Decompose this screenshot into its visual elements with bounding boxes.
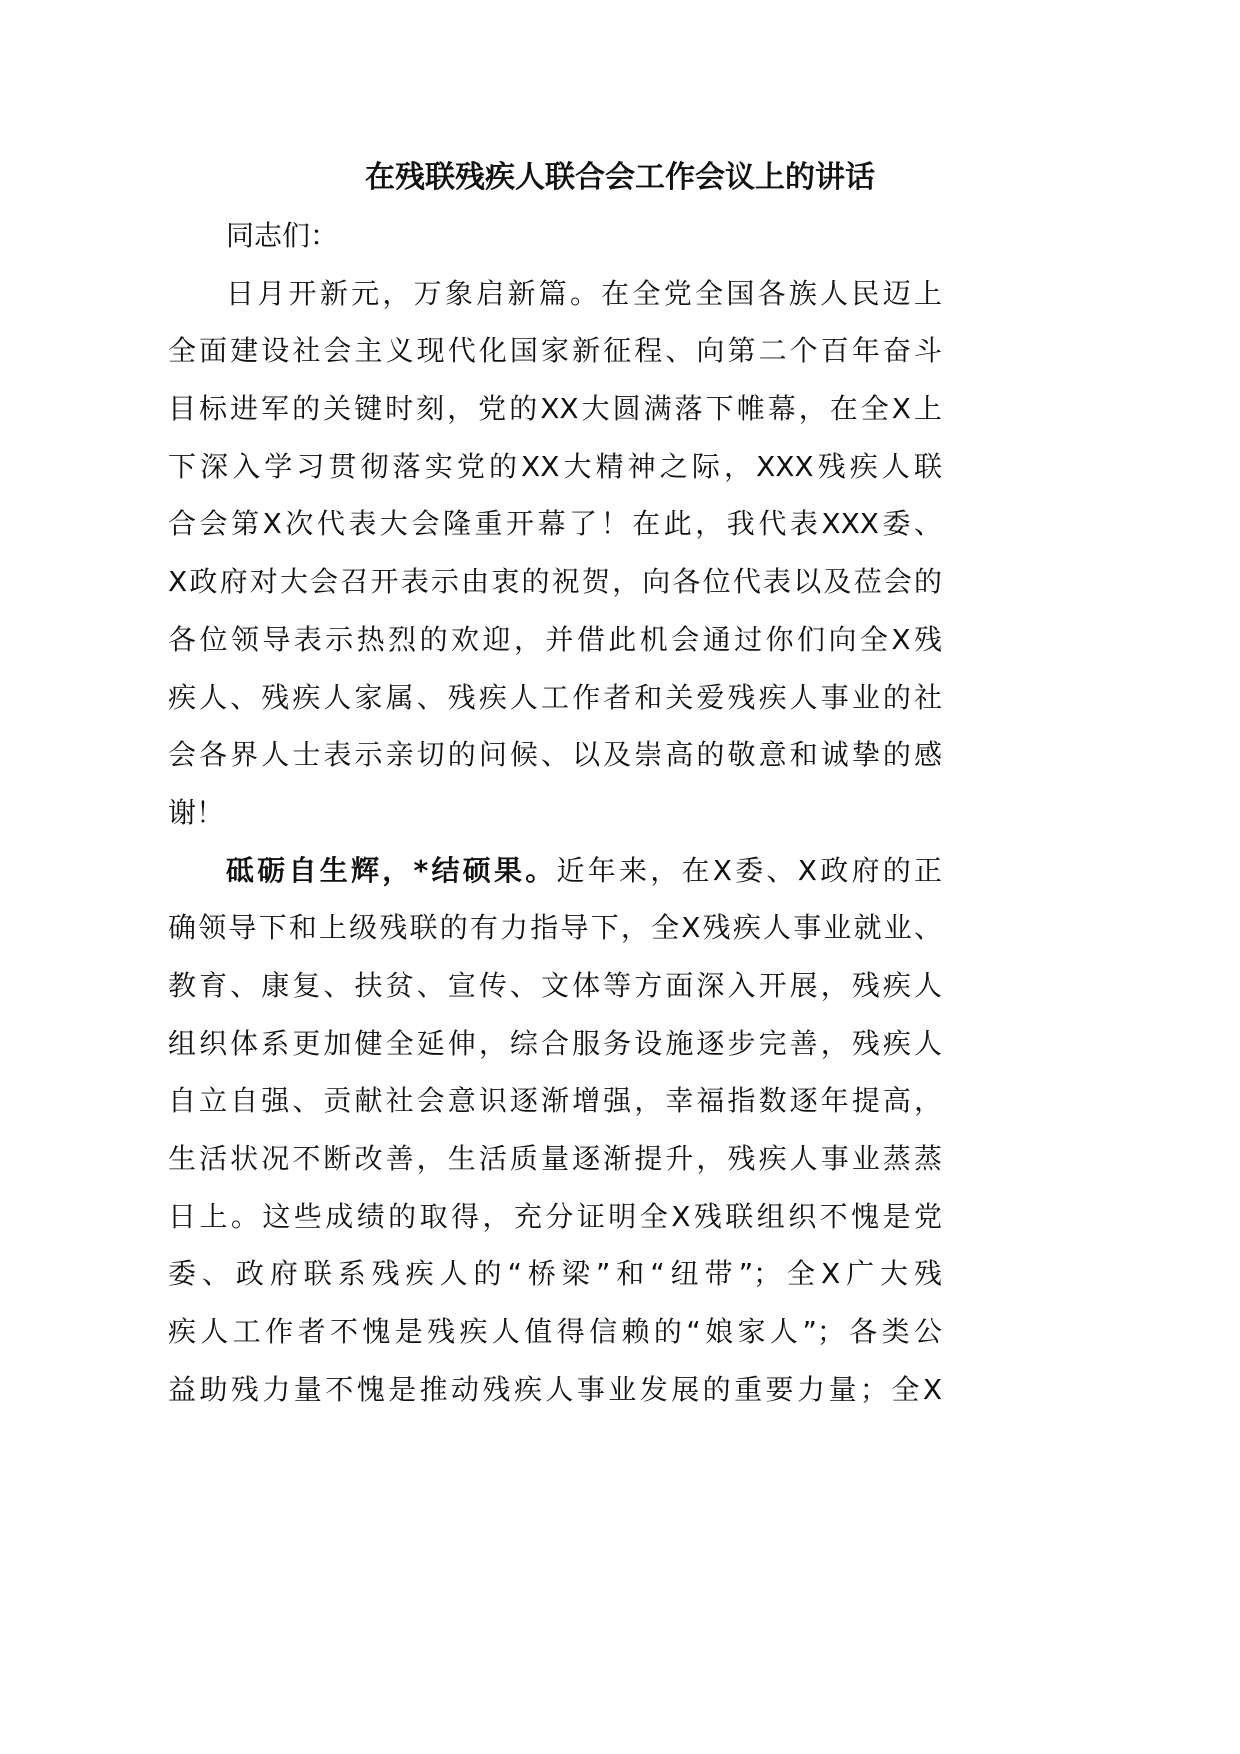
line-text: 疾人工作者不愧是残疾人值得信赖的“娘家人”；各类公	[168, 1315, 942, 1349]
line-text: 疾人、残疾人家属、残疾人工作者和关爱残疾人事业的社	[168, 680, 942, 714]
line-text: 自立自强、贡献社会意识逐渐增强，幸福指数逐年提高，	[168, 1084, 942, 1118]
line-text: 确领导下和上级残联的有力指导下，全X残疾人事业就业、	[168, 911, 942, 945]
line-text: 各位领导表示热烈的欢迎，并借此机会通过你们向全X残	[168, 622, 942, 656]
document-title: 在残联残疾人联合会工作会议上的讲话	[365, 160, 875, 195]
line-text: 下深入学习贯彻落实党的XX大精神之际，XXX残疾人联	[168, 449, 942, 483]
line-text: 教育、康复、扶贫、宣传、文体等方面深入开展，残疾人	[168, 968, 942, 1002]
paragraph-line	[168, 1303, 942, 1361]
line-text: 合会第X次代表大会隆重开幕了！在此，我代表XXX委、	[168, 507, 942, 541]
paragraph-line	[168, 1361, 942, 1419]
line-text: 生活状况不断改善，生活质量逐渐提升，残疾人事业蒸蒸	[168, 1142, 942, 1175]
line-text: 全面建设社会主义现代化国家新征程、向第二个百年奋斗	[168, 334, 942, 368]
paragraph-line	[168, 957, 942, 1015]
line-text: 同志们：	[226, 219, 339, 252]
line-text: 目标进军的关键时刻，党的XX大圆满落下帷幕，在全X上	[168, 392, 942, 426]
paragraph-line	[168, 1072, 942, 1130]
line-text: 会各界人士表示亲切的问候、以及崇高的敬意和诚挚的感	[168, 738, 942, 772]
paragraph-line	[168, 207, 942, 265]
paragraph-line	[168, 611, 942, 669]
paragraph-line	[168, 322, 942, 380]
line-text: 组织体系更加健全延伸，综合服务设施逐步完善，残疾人	[168, 1026, 942, 1060]
line-text: 日月开新元，万象启新篇。在全党全国各族人民迈上	[226, 276, 942, 310]
paragraph-line	[168, 380, 942, 438]
line-text: 近年来，在X委、X政府的正	[556, 853, 942, 887]
paragraph-line	[168, 553, 942, 611]
paragraph-line	[168, 669, 942, 727]
document-body	[168, 207, 942, 1418]
line-text: 谢！	[168, 795, 225, 829]
paragraph-line	[168, 265, 942, 323]
paragraph-lead: 砥砺自生辉，*结硕果。	[226, 853, 557, 887]
line-text: X政府对大会召开表示由衷的祝贺，向各位代表以及莅会的	[168, 565, 942, 599]
paragraph-line	[168, 1188, 942, 1246]
line-text: 委、政府联系残疾人的“桥梁”和“纽带”；全X广大残	[168, 1257, 942, 1291]
paragraph-line	[168, 438, 942, 496]
line-text: 益助残力量不愧是推动残疾人事业发展的重要力量；全X	[168, 1372, 942, 1406]
paragraph-line	[168, 784, 942, 842]
line-text: 日上。这些成绩的取得，充分证明全X残联组织不愧是党	[168, 1199, 942, 1233]
paragraph-line	[168, 495, 942, 553]
paragraph-line	[168, 1015, 942, 1073]
paragraph-line	[168, 842, 942, 900]
paragraph-line	[168, 726, 942, 784]
paragraph-line	[168, 1245, 942, 1303]
paragraph-line	[168, 899, 942, 957]
paragraph-line	[168, 1130, 942, 1188]
